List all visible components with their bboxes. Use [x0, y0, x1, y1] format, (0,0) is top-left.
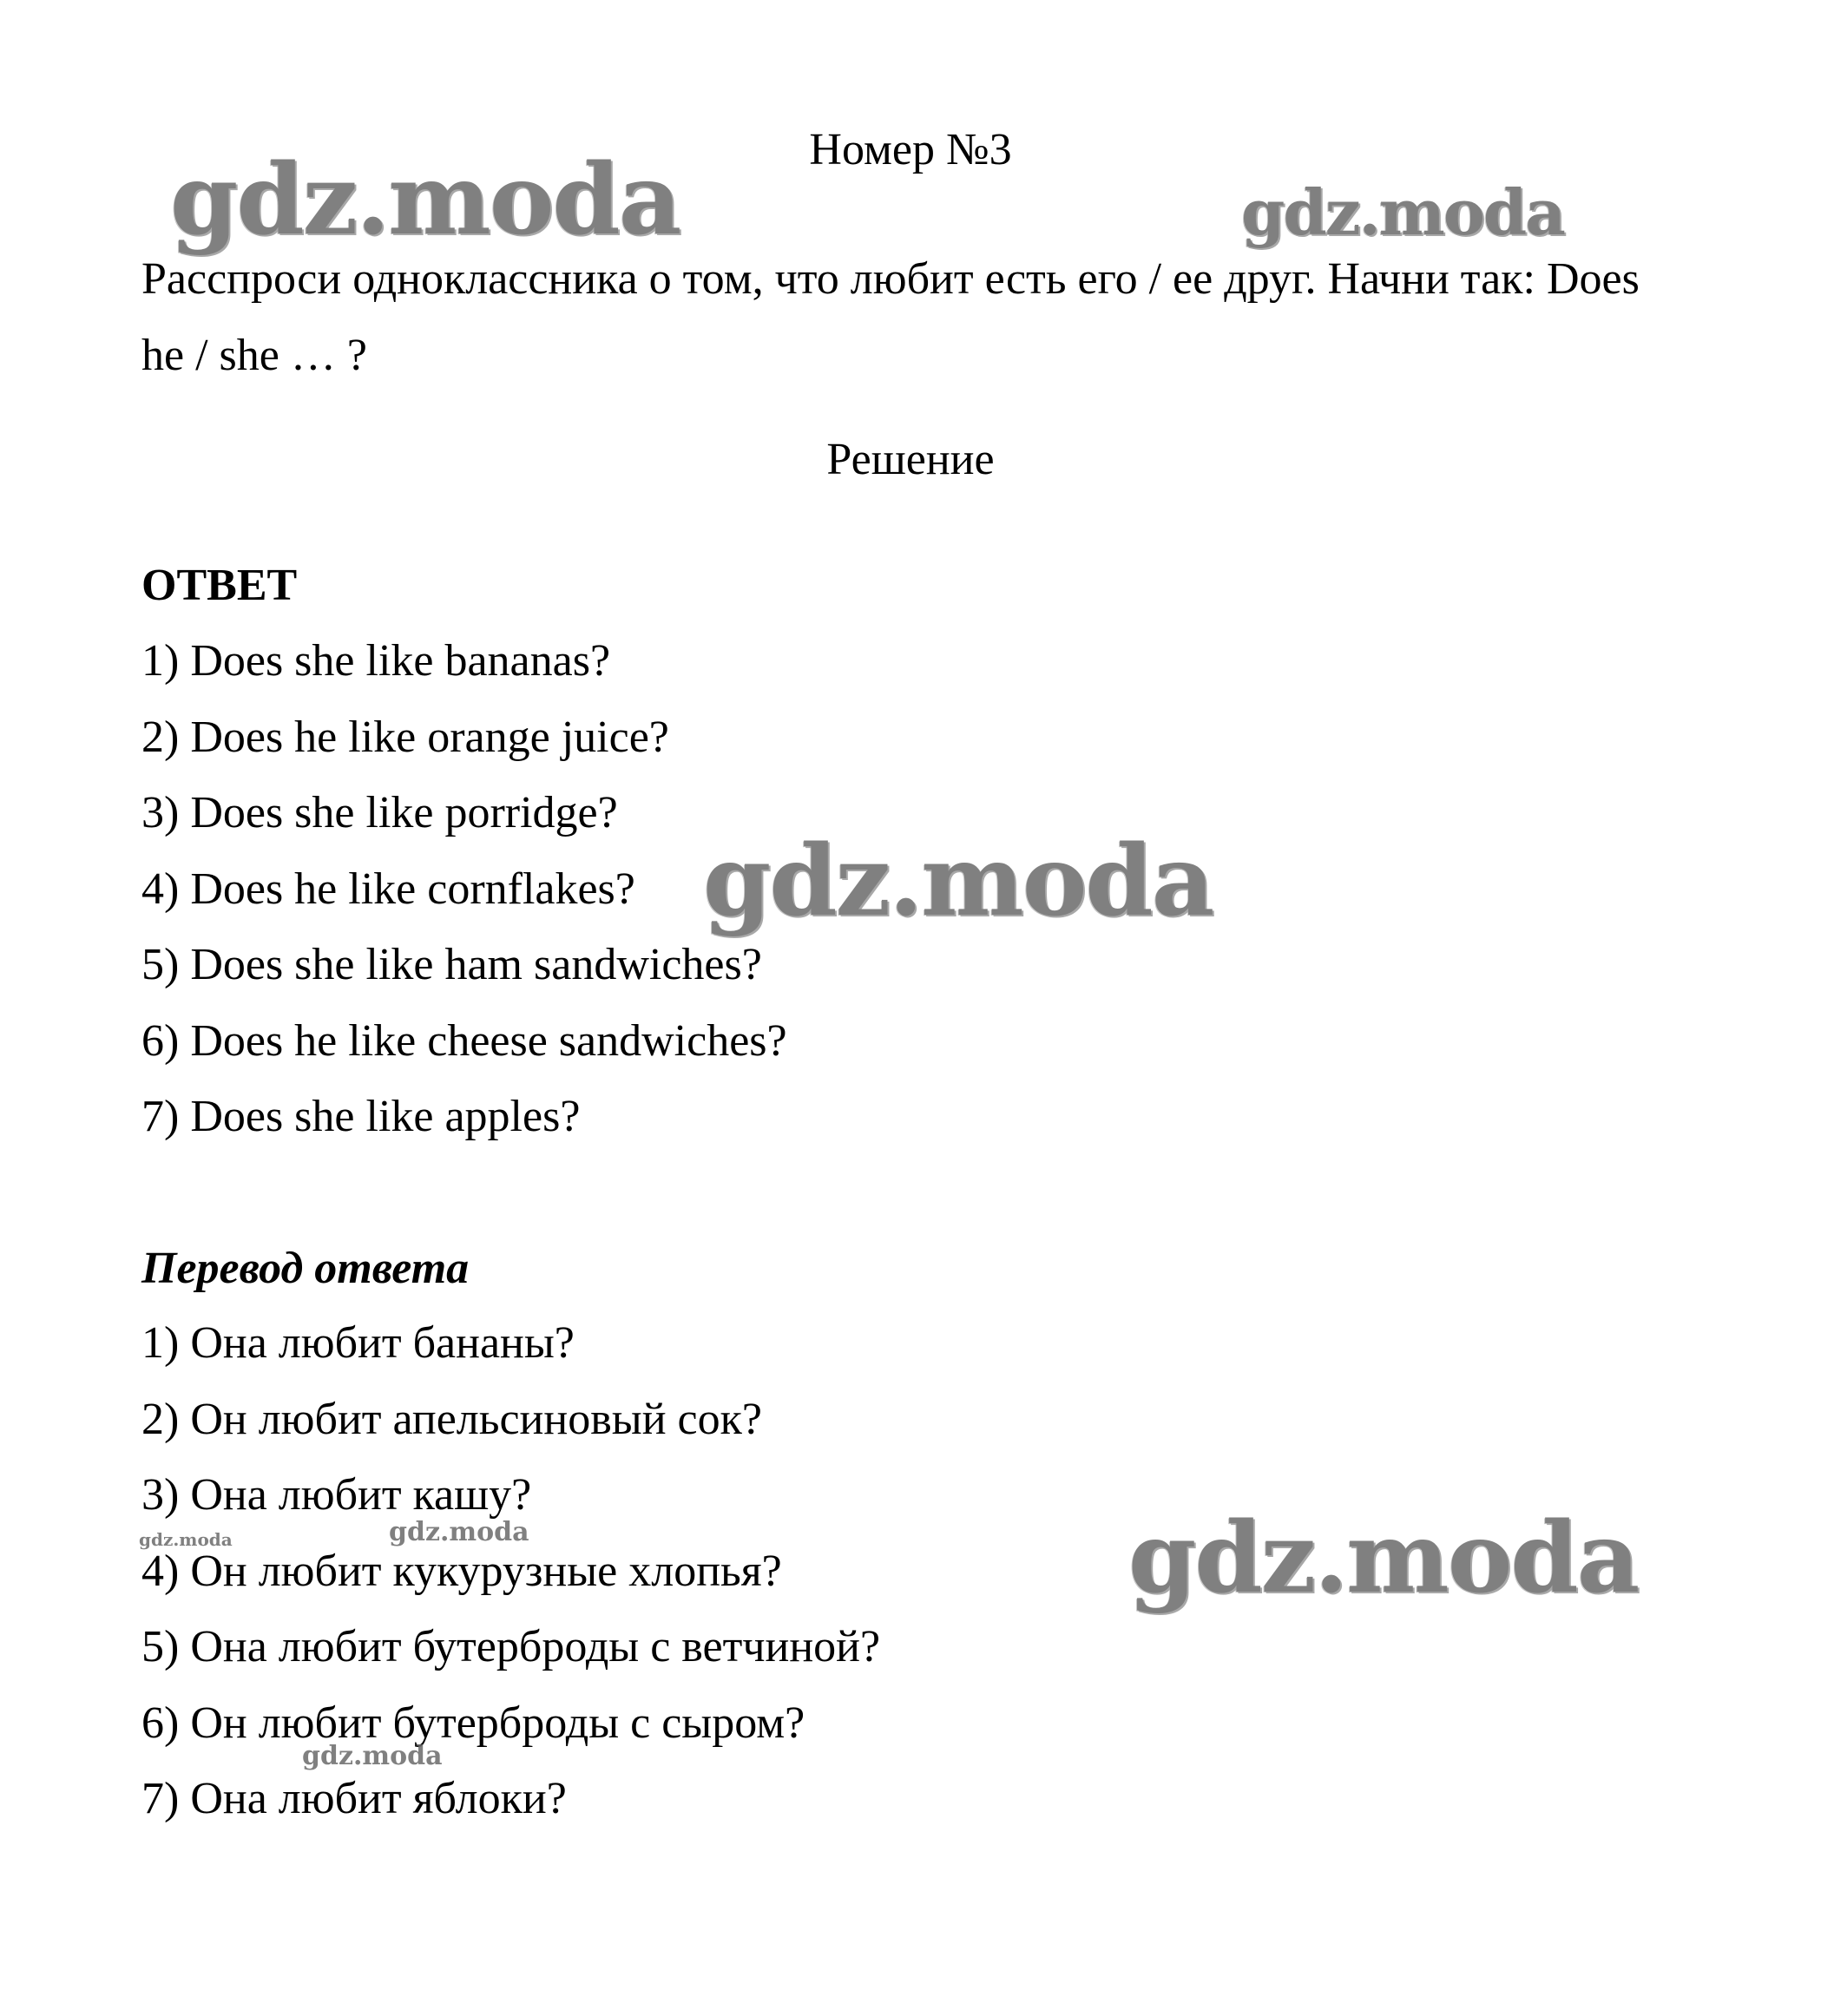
- translation-item: 4) Он любит кукурузные хлопья?: [141, 1546, 782, 1596]
- watermark: gdz.moda: [302, 1741, 443, 1771]
- answer-item: 5) Does she like ham sandwiches?: [141, 940, 762, 989]
- translation-list: [141, 1317, 880, 1849]
- page-title: Номер №3: [809, 125, 1012, 174]
- watermark: gdz.moda: [1128, 1501, 1639, 1615]
- watermark: gdz.moda: [389, 1517, 529, 1547]
- solution-label: Решение: [826, 435, 995, 484]
- translation-item: 5) Она любит бутерброды с ветчиной?: [141, 1622, 881, 1671]
- answer-item: 3) Does she like porridge?: [141, 788, 618, 837]
- answer-item: 6) Does he like cheese sandwiches?: [141, 1015, 787, 1066]
- answer-item: 2) Does he like orange juice?: [141, 712, 669, 762]
- answer-item: 7) Does she like apples?: [141, 1092, 581, 1141]
- translation-item: 7) Она любит яблоки?: [141, 1774, 567, 1823]
- answer-heading: ОТВЕТ: [141, 561, 298, 610]
- answer-item: 4) Does he like cornflakes?: [141, 864, 635, 914]
- answer-list: [141, 635, 787, 1167]
- answer-item: 1) Does she like bananas?: [141, 636, 611, 686]
- translation-heading: Перевод ответа: [141, 1244, 470, 1293]
- translation-item: 2) Он любит апельсиновый сок?: [141, 1394, 762, 1444]
- translation-item: 6) Он любит бутерброды с сыром?: [141, 1698, 805, 1748]
- watermark: gdz.moda: [1241, 175, 1564, 249]
- watermark: gdz.moda: [703, 824, 1213, 938]
- translation-item: 3) Она любит кашу?: [141, 1470, 532, 1520]
- task-text: Расспроси одноклассника о том, что любит есть его / ее друг. Начни так: Does he / she … ?: [141, 254, 1640, 380]
- translation-item: 1) Она любит бананы?: [141, 1318, 575, 1368]
- watermark: gdz.moda: [139, 1529, 233, 1550]
- watermark: gdz.moda: [170, 143, 680, 257]
